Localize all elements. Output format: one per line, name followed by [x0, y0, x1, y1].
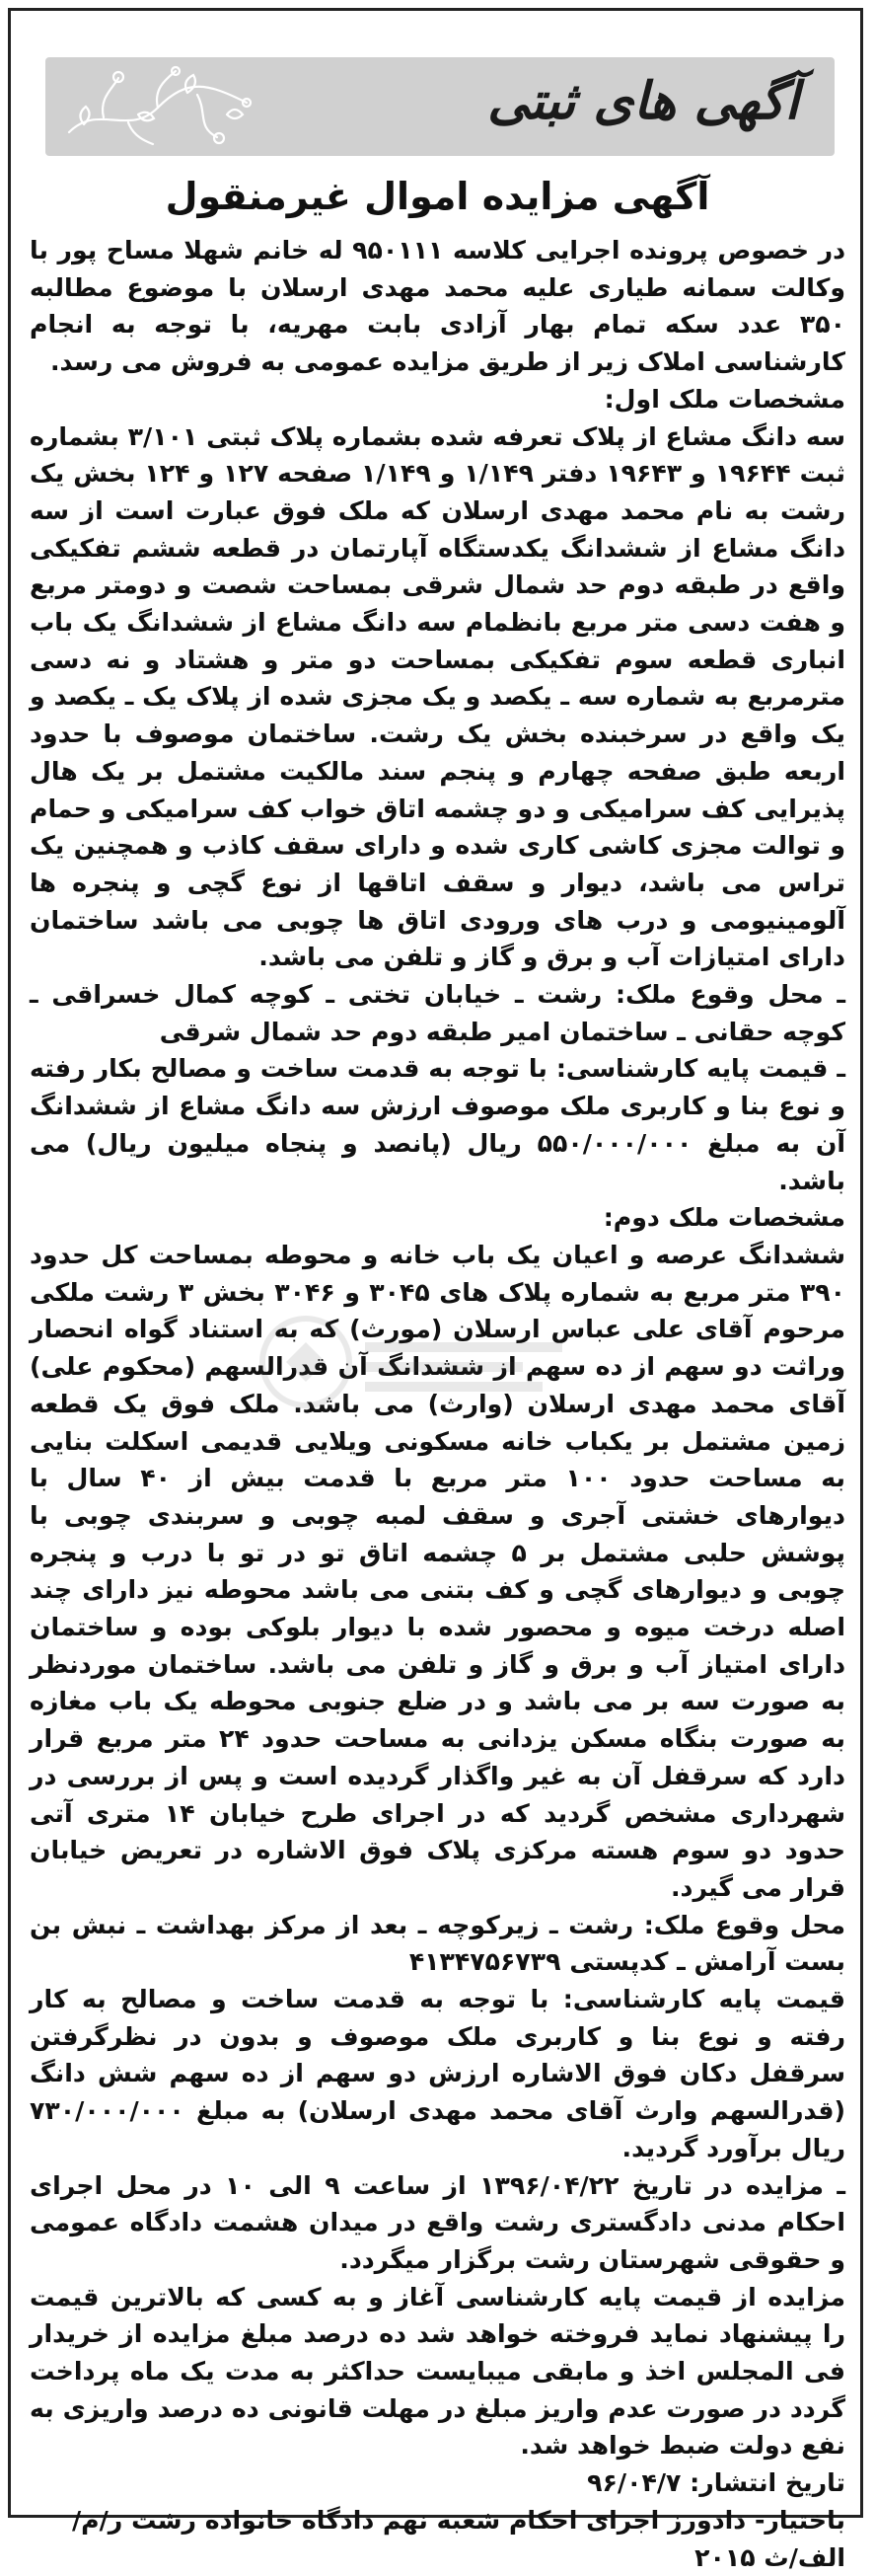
notice-title: آگهی مزایده اموال غیرمنقول — [165, 175, 710, 218]
property2-location: محل وقوع ملک: رشت ـ زیرکوچه ـ بعد از مرکز بهداشت ـ نبش بن بست آرامش ـ کدپستی ۴۱۳۴۷۵۶۷۳۹ — [30, 1910, 845, 1977]
property1-valuation: ـ قیمت پایه کارشناسی: با توجه به قدمت ساخت و مصالح بکار رفته و نوع بنا و کاربری ملک موصوف ارزش سه دانگ مشاع از ششدانگ آن به مبلغ ۵۵۰/۰۰۰/۰۰۰ ریال (پانصد و پنجاه میلیون ریال) می باشد. — [30, 1054, 845, 1195]
property2-valuation: قیمت پایه کارشناسی: با توجه به قدمت ساخت و مصالح به کار رفته و نوع بنا و کاربری ملک موصوف و بدون در نظرگرفتن سرقفل دکان فوق الاشاره ارزش دو سهم از ده سهم شش دانگ (قدرالسهم وارث آقای محمد مهدی ارسلان) به مبلغ ۷۳۰/۰۰۰/۰۰۰ ریال برآورد گردید. — [30, 1985, 845, 2162]
notice-body — [30, 232, 845, 2576]
signature: باختیار- دادورز اجرای احکام شعبه نهم دادگاه خانواده رشت ر/م/ — [71, 2505, 845, 2535]
property1-location: ـ محل وقوع ملک: رشت ـ خیابان تختی ـ کوچه کمال خسراقی ـ کوچه حقانی ـ ساختمان امیر طبقه دوم حد شمال شرقی — [30, 980, 845, 1046]
publish-date: تاریخ انتشار: ۹۶/۰۴/۷ — [587, 2468, 845, 2498]
property1-description: سه دانگ مشاع از پلاک تعرفه شده بشماره پلاک ثبتی ۳/۱۰۱ بشماره ثبت ۱۹۶۴۴ و ۱۹۶۴۳ دفتر ۱/۱۴۹ و ۱/۱۴۹ صفحه ۱۲۷ و ۱۲۴ بخش یک رشت به نام محمد مهدی ارسلان که ملک فوق عبارت است از سه دانگ مشاع از ششدانگ یکدستگاه آپارتمان در قطعه ششم تفکیکی واقع در طبقه دوم حد شمال شرقی بمساحت شصت و دومتر مربع و هفت دسی متر مربع بانظمام سه دانگ مشاع از ششدانگ یک باب انباری قطعه سوم تفکیکی بمساحت دو متر و هشتاد و نه دسی مترمربع به شماره سه ـ یکصد و یک مجزی شده از پلاک یک ـ یکصد و یک واقع در سرخبنده بخش یک رشت. ساختمان موصوف با حدود اربعه طبق صفحه چهارم و پنجم سند مالکیت مشتمل بر یک هال پذیرایی کف سرامیکی و دو چشمه اتاق خواب کف سرامیکی و حمام و توالت مجزی کاشی کاری شده و دارای سقف کاذب و همچنین یک تراس می باشد، دیوار و سقف اتاقها از نوع گچی و پنجره ها آلومینیومی و درب های ورودی اتاق ها چوبی می باشد ساختمان دارای امتیازات آب و برق و گاز و تلفن می باشد. — [30, 421, 846, 972]
notice-intro: در خصوص پرونده اجرایی کلاسه ۹۵۰۱۱۱ له خانم شهلا مساح پور با وکالت سمانه طیاری علیه محمد مهدی ارسلان با موضوع مطالبه ۳۵۰ عدد سکه تمام بهار آزادی بابت مهریه، با توجه به انجام کارشناسی املاک زیر از طریق مزایده عمومی به فروش می رسد. — [30, 236, 845, 377]
floral-ornament-icon — [59, 63, 256, 150]
auction-terms: مزایده از قیمت پایه کارشناسی آغاز و به کسی که بالاترین قیمت را پیشنهاد نماید فروخته خواهد شد ده درصد مبلغ مزایده از خریدار فی المجلس اخذ و مابقی میبایست حداکثر به مدت یک ماه پرداخت گردد در صورت عدم واریز مبلغ در مهلت قانونی ده درصد واریزی به نفع دولت ضبط خواهد شد. — [30, 2282, 845, 2461]
property2-description: ششدانگ عرصه و اعیان یک باب خانه و محوطه بمساحت کل حدود ۳۹۰ متر مربع به شماره پلاک های ۳۰۴۵ و ۳۰۴۶ بخش ۳ رشت ملکی مرحوم آقای علی عباس ارسلان (مورث) که به استناد گواه انحصار وراثت دو سهم از ده سهم از ششدانگ آن قدرالسهم (محکوم علی) آقای محمد مهدی ارسلان (وارث) می باشد. ملک فوق یک قطعه زمین مشتمل بر یکباب خانه مسکونی ویلایی قدیمی اسکلت بنایی به مساحت حدود ۱۰۰ متر مربع با قدمت بیش از ۴۰ سال با دیوارهای خشتی آجری و سقف لمبه چوبی و سربندی چوبی با پوشش حلبی مشتمل بر ۵ چشمه اتاق تو در تو با درب و پنجره چوبی و دیوارهای گچی و کف بتنی می باشد محوطه نیز دارای چند اصله درخت میوه و محصور شده با دیوار بلوکی بوده و ساختمان دارای امتیاز آب و برق و گاز و تلفن می باشد. ساختمان موردنظر به صورت سه بر می باشد و در ضلع جنوبی محوطه یک باب مغازه به صورت بنگاه مسکن یزدانی به مساحت حدود ۲۴ متر مربع قرار دارد که سرقفل آن به غیر واگذار گردیده است و پس از بررسی در شهرداری مشخص گردید که در اجرای طرح خیابان ۱۴ متری آتی حدود دو سوم هسته مرکزی پلاک فوق الاشاره در تعریض خیابان قرار می گیرد. — [30, 1240, 845, 1902]
section-banner — [45, 57, 835, 156]
property1-heading: مشخصات ملک اول: — [604, 384, 845, 414]
banner-title: آگهی های ثبتی — [487, 71, 799, 131]
property2-heading: مشخصات ملک دوم: — [603, 1203, 845, 1233]
auction-time: ـ مزایده در تاریخ ۱۳۹۶/۰۴/۲۲ از ساعت ۹ الی ۱۰ در محل اجرای احکام مدنی دادگستری رشت واقع در میدان هشمت دادگاه عمومی و حقوقی شهرستان رشت برگزار میگردد. — [30, 2170, 845, 2274]
notice-code: الف/ث ۲۰۱۵ — [694, 2542, 845, 2572]
